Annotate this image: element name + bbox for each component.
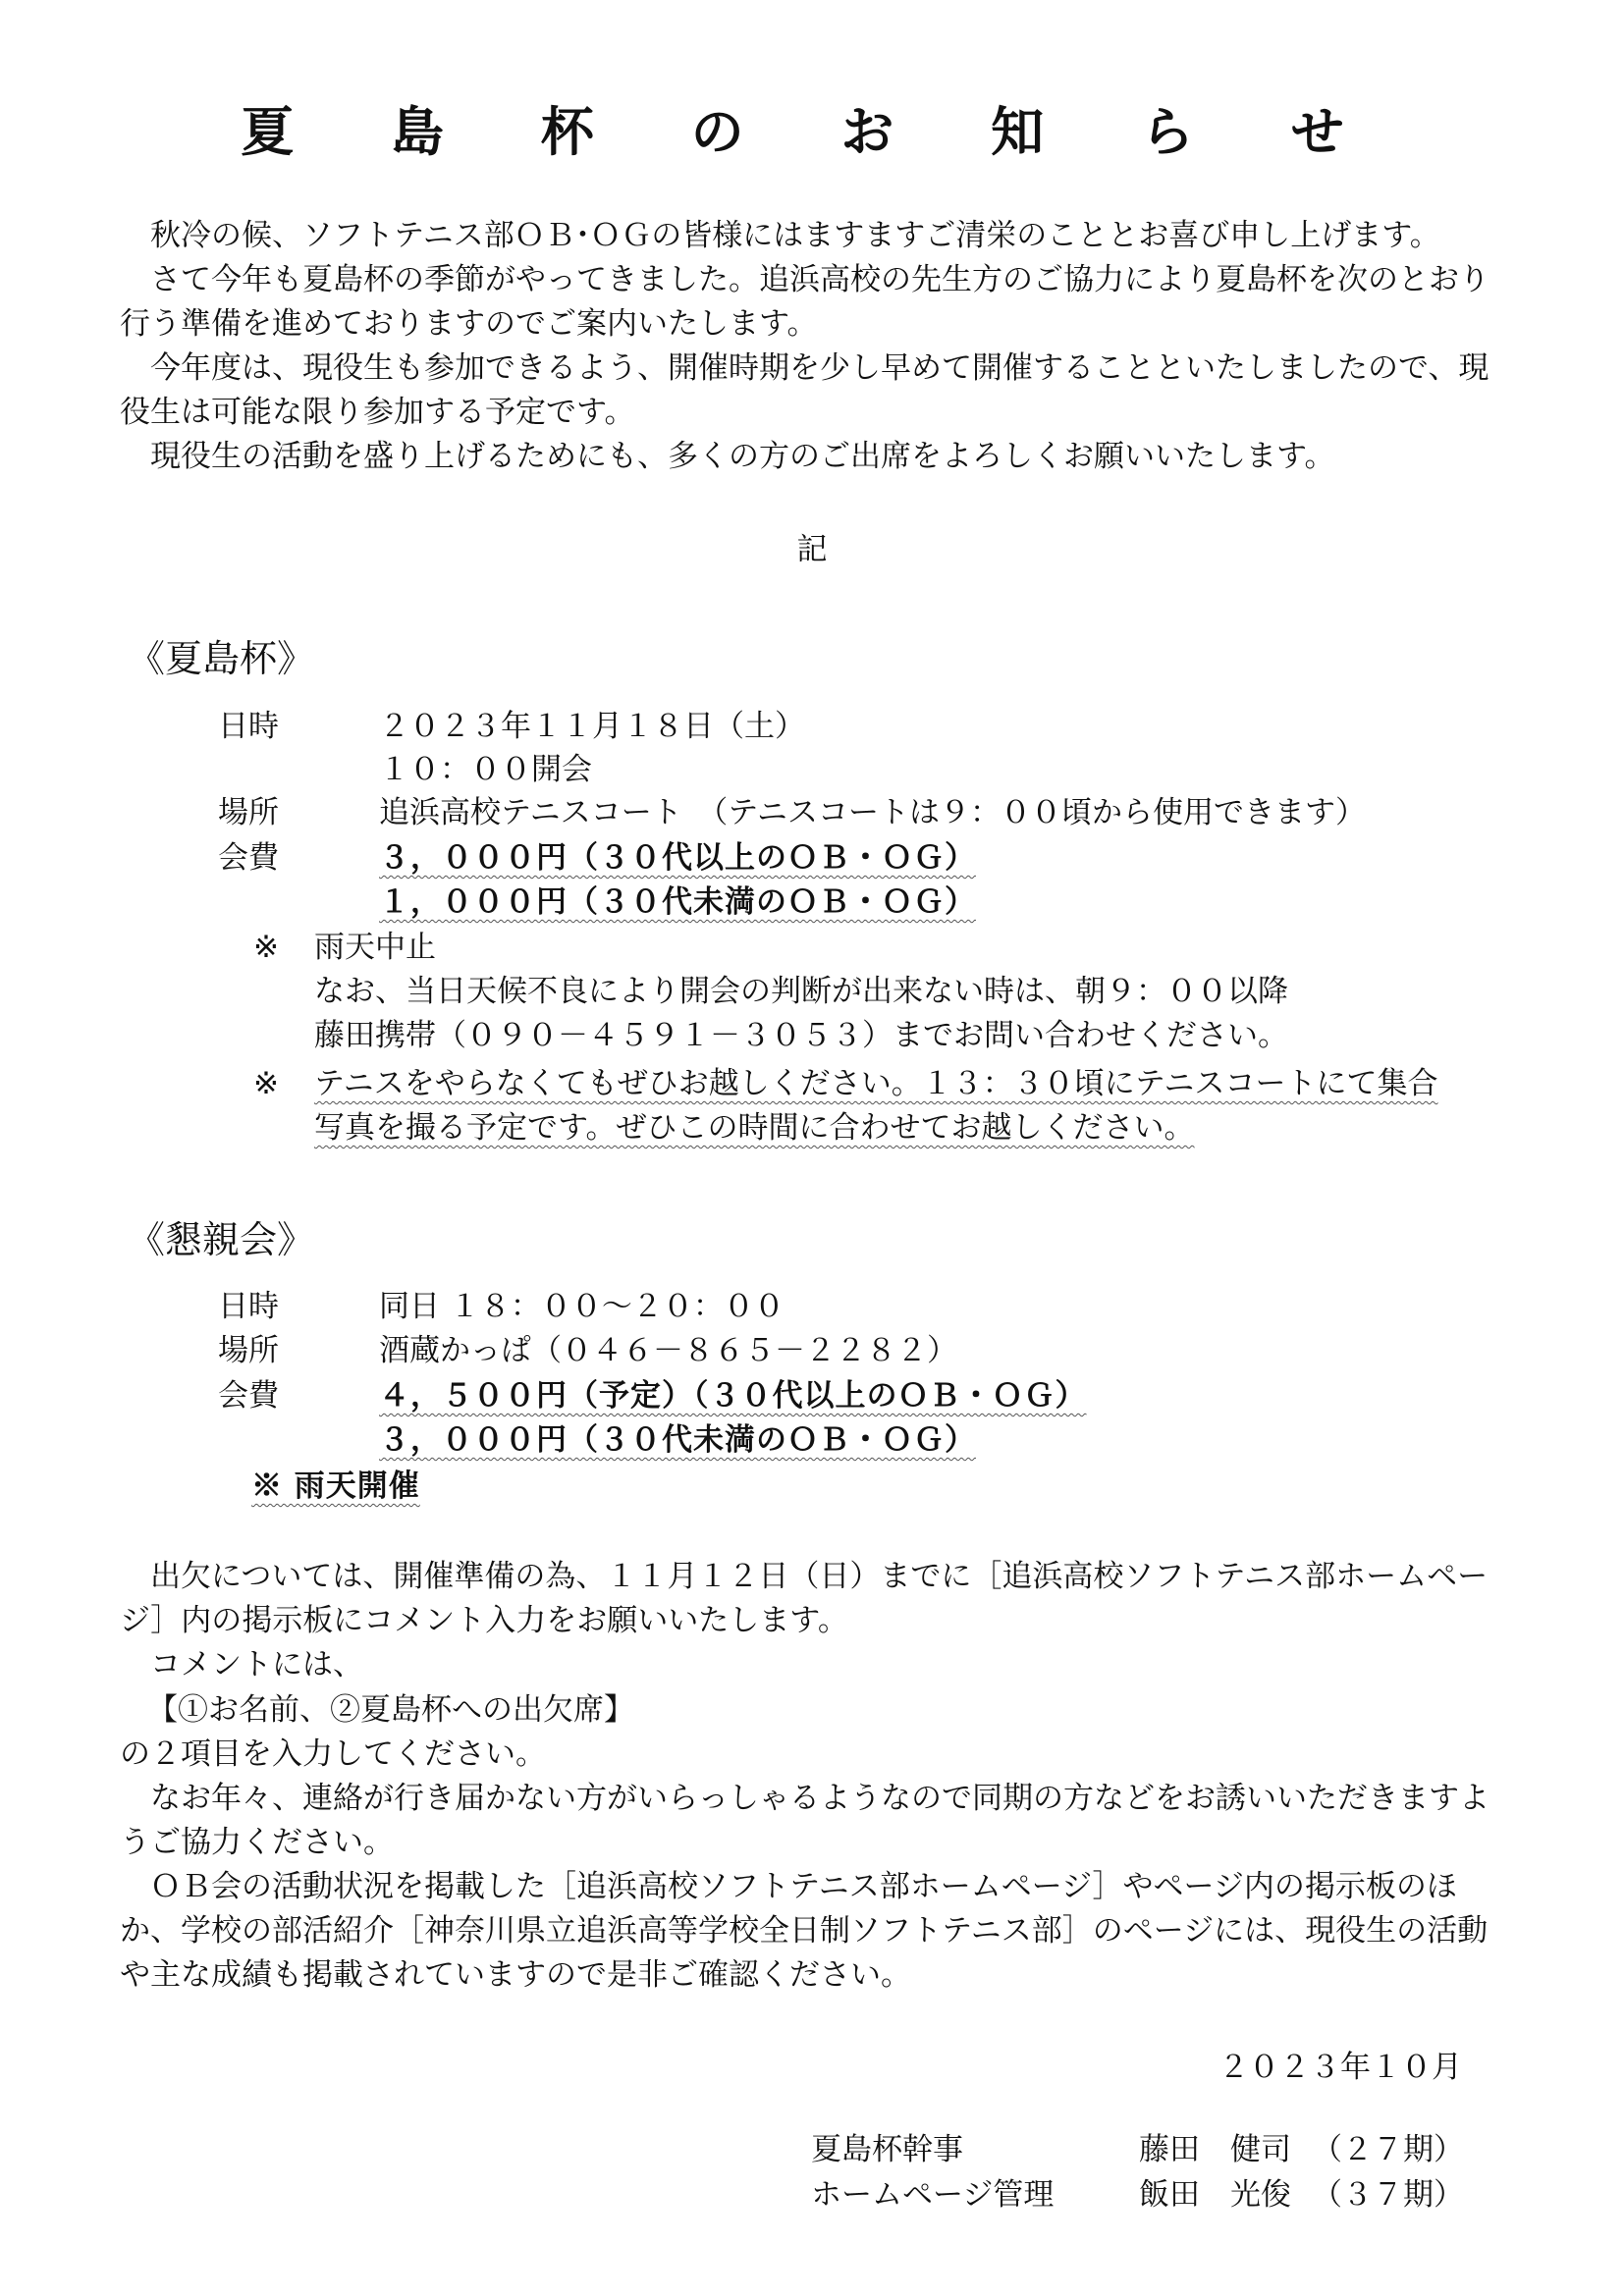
note-weather-line: なお、当日天候不良により開会の判断が出来ない時は、朝９：００以降 [314, 974, 1288, 1009]
section-heading-natsushima: 《夏島杯》 [128, 637, 315, 680]
konshinkai-date-label: 日時 [218, 1289, 279, 1324]
signature-role-2: ホームページ管理 [811, 2177, 1055, 2213]
natsushima-date-label: 日時 [218, 709, 279, 744]
natsushima-fee-1: ３，０００円（３０代以上のＯＢ・ＯＧ） [379, 840, 976, 876]
intro-paragraph-4: 現役生の活動を盛り上げるためにも、多くの方のご出席をよろしくお願いいたします。 [150, 439, 1335, 474]
section-heading-konshinkai: 《懇親会》 [128, 1218, 315, 1261]
natsushima-time-value: １０：００開会 [379, 752, 592, 787]
natsushima-fee-label: 会費 [218, 840, 279, 876]
page-title: 夏 島 杯 の お 知 ら せ [241, 101, 1383, 163]
konshinkai-place-value: 酒蔵かっぱ（０４６－８６５－２２８２） [379, 1333, 957, 1368]
natsushima-fee-2: １，０００円（３０代未満のＯＢ・ＯＧ） [379, 884, 976, 920]
note-photo-line-1: テニスをやらなくてもぜひお越しください。１３：３０頃にテニスコートにて集合 [314, 1066, 1438, 1101]
note-contact-line: 藤田携帯（０９０－４５９１－３０５３）までお問い合わせください。 [314, 1018, 1288, 1053]
natsushima-place-value: 追浜高校テニスコート （テニスコートは９：００頃から使用できます） [379, 795, 1367, 830]
konshinkai-fee-1: ４，５００円（予定）（３０代以上のＯＢ・ＯＧ） [379, 1378, 1087, 1414]
intro-paragraph-1: 秋冷の候、ソフトテニス部ＯＢ･ＯＧの皆様にはますますご清栄のこととお喜び申し上げます。 [150, 218, 1440, 253]
signature-name-2: 飯田 光俊 [1139, 2177, 1291, 2213]
homepage-paragraph: ＯＢ会の活動状況を掲載した［追浜高校ソフトテニス部ホームページ］やページ内の掲示板のほか、学校の部活紹介［神奈川県立追浜高等学校全日制ソフトテニス部］のページには、現役生の活動や主な成績も掲載されていますので是非ご確認ください。 [120, 1869, 1489, 1993]
signature-role-1: 夏島杯幹事 [811, 2132, 963, 2167]
konshinkai-fee-2: ３，０００円（３０代未満のＯＢ・ＯＧ） [379, 1422, 976, 1458]
ki-mark: 記 [796, 532, 828, 567]
natsushima-date-value: ２０２３年１１月１８日（土） [379, 709, 805, 744]
attendance-input-line: の２項目を入力してください。 [120, 1736, 546, 1772]
attendance-paragraph: 出欠については、開催準備の為、１１月１２日（日）までに［追浜高校ソフトテニス部ホームページ］内の掲示板にコメント入力をお願いいたします。 [120, 1559, 1489, 1638]
intro-paragraph-2: さて今年も夏島杯の季節がやってきました。追浜高校の先生方のご協力により夏島杯を次のとおり行う準備を進めておりますのでご案内いたします。 [120, 262, 1489, 342]
attendance-items-line: 【①お名前、②夏島杯への出欠席】 [147, 1692, 634, 1728]
note-mark-1: ※ [253, 930, 279, 965]
konshinkai-rain-note: ※ 雨天開催 [251, 1468, 420, 1504]
note-mark-2: ※ [253, 1066, 279, 1101]
konshinkai-fee-label: 会費 [218, 1378, 279, 1414]
signature-name-1: 藤田 健司 [1139, 2132, 1291, 2167]
signature-term-2: （３７期） [1312, 2177, 1464, 2213]
note-photo-line-2: 写真を撮る予定です。ぜひこの時間に合わせてお越しください。 [314, 1110, 1195, 1146]
konshinkai-date-value: 同日 １８：００～２０：００ [379, 1289, 785, 1324]
attendance-comment-line: コメントには、 [150, 1647, 363, 1682]
intro-paragraph-3: 今年度は、現役生も参加できるよう、開催時期を少し早めて開催することといたしましたので、現役生は可能な限り参加する予定です。 [120, 350, 1489, 430]
natsushima-place-label: 場所 [218, 795, 279, 830]
konshinkai-place-label: 場所 [218, 1333, 279, 1368]
issue-date: ２０２３年１０月 [1218, 2050, 1462, 2085]
invite-paragraph: なお年々、連絡が行き届かない方がいらっしゃるようなので同期の方などをお誘いいただきますようご協力ください。 [120, 1781, 1489, 1860]
note-rain-cancel: 雨天中止 [314, 930, 436, 965]
signature-term-1: （２７期） [1312, 2132, 1464, 2167]
